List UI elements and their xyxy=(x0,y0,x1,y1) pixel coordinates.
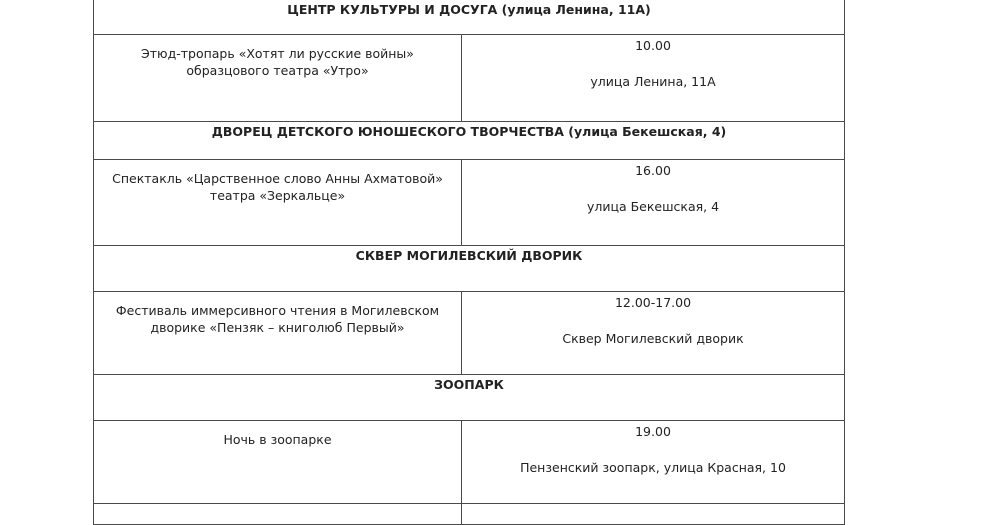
event-when xyxy=(462,292,845,375)
venue-row xyxy=(94,246,845,292)
event-row xyxy=(94,35,845,122)
event-place: улица Ленина, 11А xyxy=(590,74,716,89)
event-place: Пензенский зоопарк, улица Красная, 10 xyxy=(520,460,786,475)
venue-row xyxy=(94,0,845,35)
next-row-partial xyxy=(94,504,845,525)
venue-name: ЗООПАРК xyxy=(94,375,845,421)
event-time: 12.00-17.00 xyxy=(614,295,692,310)
venue-name: ДВОРЕЦ ДЕТСКОГО ЮНОШЕСКОГО ТВОРЧЕСТВА (улица Бекешская, 4) xyxy=(94,122,845,160)
venue-name: СКВЕР МОГИЛЕВСКИЙ ДВОРИК xyxy=(94,246,845,292)
next-row-cell xyxy=(94,504,462,525)
event-time: 16.00 xyxy=(635,163,671,178)
schedule-frame xyxy=(93,0,844,475)
venue-row xyxy=(94,375,845,421)
event-title: Фестиваль иммерсивного чтения в Могилевском дворике «Пензяк – книголюб Первый» xyxy=(94,292,462,375)
next-row-cell xyxy=(462,504,845,525)
event-place: Сквер Могилевский дворик xyxy=(562,331,744,346)
event-row xyxy=(94,160,845,246)
event-title: Этюд-тропарь «Хотят ли русские войны» образцового театра «Утро» xyxy=(94,35,462,122)
event-when xyxy=(462,35,845,122)
event-time: 10.00 xyxy=(635,38,671,53)
venue-name: ЦЕНТР КУЛЬТУРЫ И ДОСУГА (улица Ленина, 11А) xyxy=(94,0,845,35)
event-time: 19.00 xyxy=(635,424,671,439)
event-title: Спектакль «Царственное слово Анны Ахматовой» театра «Зеркальце» xyxy=(94,160,462,246)
event-row xyxy=(94,421,845,504)
event-row xyxy=(94,292,845,375)
event-place: улица Бекешская, 4 xyxy=(586,199,720,214)
event-title: Ночь в зоопарке xyxy=(94,421,462,504)
event-schedule-table xyxy=(93,0,845,525)
event-when xyxy=(462,160,845,246)
event-when xyxy=(462,421,845,504)
venue-row xyxy=(94,122,845,160)
